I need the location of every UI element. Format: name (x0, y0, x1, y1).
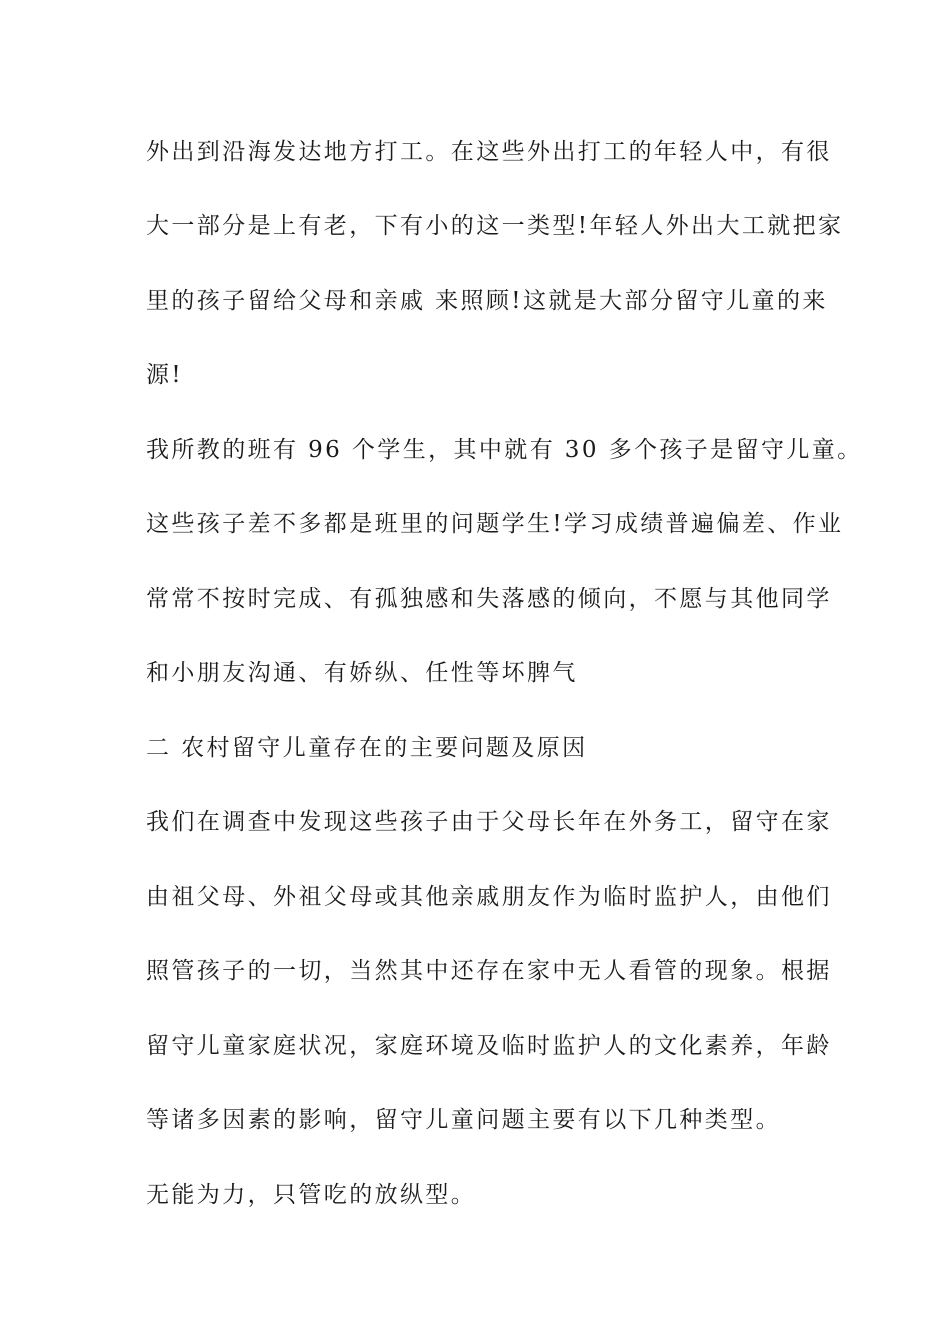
paragraph-line: 源! (146, 362, 184, 388)
paragraph-line: 这些孩子差不多都是班里的问题学生!学习成绩普遍偏差、作业 (146, 511, 844, 537)
paragraph-line: 我们在调查中发现这些孩子由于父母长年在外务工，留守在家 (146, 809, 832, 835)
section-heading: 二 农村留守儿童存在的主要问题及原因 (146, 735, 588, 761)
paragraph-line: 常常不按时完成、有孤独感和失落感的倾向，不愿与其他同学 (146, 586, 832, 612)
paragraph-line: 我所教的班有 96 个学生，其中就有 30 多个孩子是留守儿童。 (146, 437, 863, 463)
paragraph-line: 大一部分是上有老，下有小的这一类型!年轻人外出大工就把家 (146, 213, 844, 239)
paragraph-line: 由祖父母、外祖父母或其他亲戚朋友作为临时监护人，由他们 (146, 884, 832, 910)
paragraph-line: 等诸多因素的影响，留守儿童问题主要有以下几种类型。 (146, 1107, 781, 1133)
paragraph-line: 留守儿童家庭状况，家庭环境及临时监护人的文化素养，年龄 (146, 1033, 832, 1059)
paragraph-line: 照管孩子的一切，当然其中还存在家中无人看管的现象。根据 (146, 958, 832, 984)
paragraph-line: 和小朋友沟通、有娇纵、任性等坏脾气 (146, 660, 578, 686)
paragraph-line: 无能为力，只管吃的放纵型。 (146, 1182, 477, 1208)
paragraph-line: 里的孩子留给父母和亲戚 来照顾!这就是大部分留守儿童的来 (146, 288, 828, 314)
paragraph-line: 外出到沿海发达地方打工。在这些外出打工的年轻人中，有很 (146, 139, 832, 165)
